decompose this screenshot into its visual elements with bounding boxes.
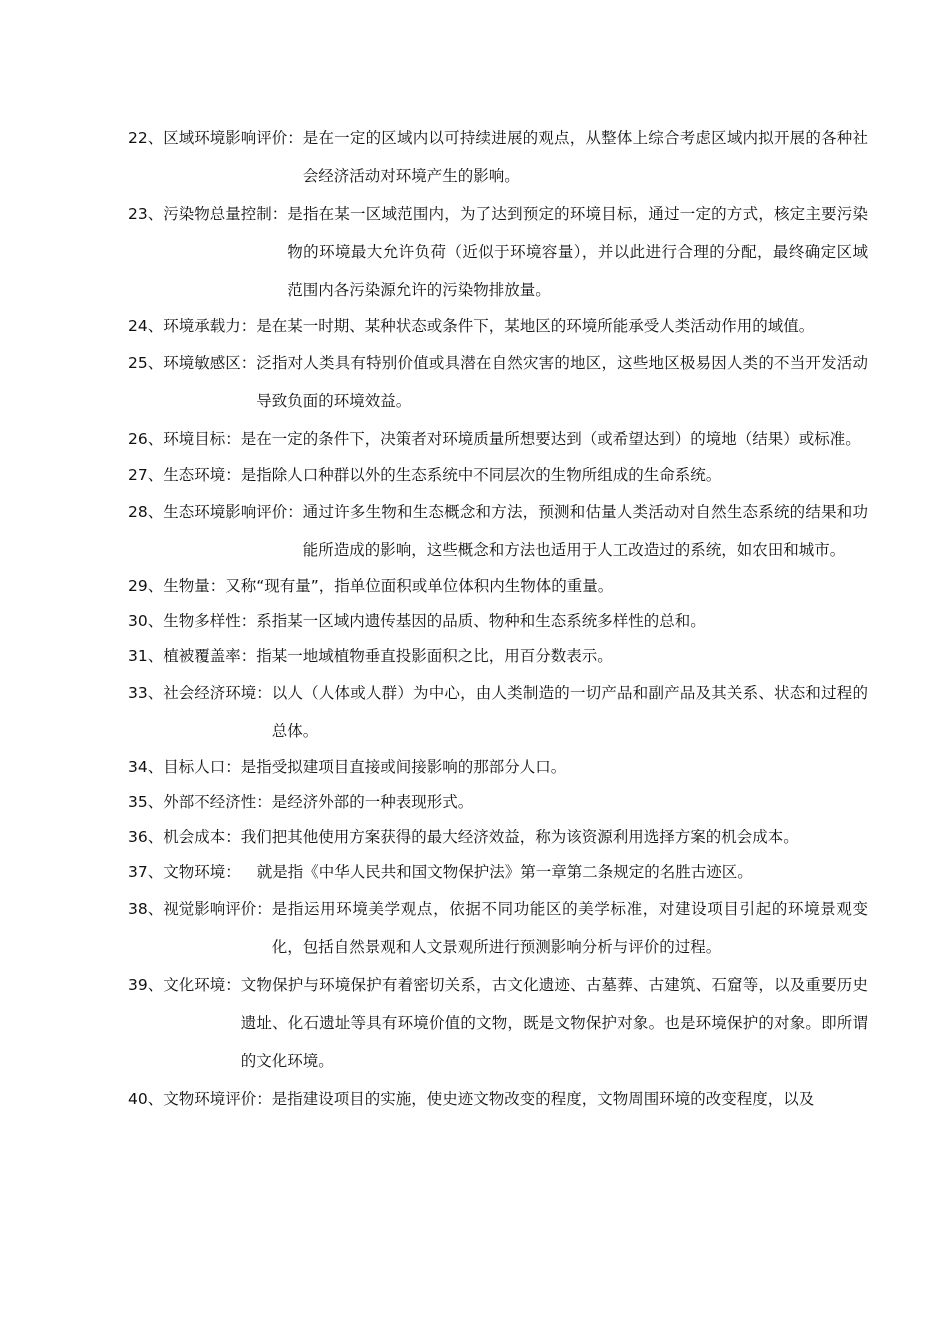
entry-number: 39、 (128, 976, 164, 994)
entry-term: 环境敏感区： (163, 354, 257, 372)
glossary-entry-34 (128, 750, 868, 785)
entry-definition: 是指受拟建项目直接或间接影响的那部分人口。 (240, 758, 567, 776)
entry-number: 33、 (128, 684, 164, 702)
glossary-entry-31 (128, 639, 868, 674)
glossary-entry-35 (128, 785, 868, 820)
entry-term: 生物量： (163, 577, 226, 595)
entry-term: 区域环境影响评价： (163, 129, 303, 147)
entry-definition: 是指建设项目的实施，使史迹文物改变的程度，文物周围环境的改变程度，以及 (271, 1090, 815, 1108)
entry-definition: 是在一定的区域内以可持续进展的观点，从整体上综合考虑区域内拟开展的各种社会经济活动对环境产生的影响。 (302, 129, 868, 185)
entry-definition: 泛指对人类具有特别价值或具潜在自然灾害的地区，这些地区极易因人类的不当开发活动导致负面的环境效益。 (256, 354, 868, 410)
glossary-entry-33 (128, 674, 868, 750)
entry-number: 37、 (128, 863, 164, 881)
entry-term: 社会经济环境： (163, 684, 272, 702)
glossary-entry-26 (128, 420, 868, 458)
entry-number: 24、 (128, 317, 164, 335)
entry-term: 视觉影响评价： (163, 900, 272, 918)
entry-term: 环境目标： (163, 430, 241, 448)
glossary-entry-30 (128, 604, 868, 639)
entry-number: 22、 (128, 129, 164, 147)
entry-term: 环境承载力： (163, 317, 257, 335)
glossary-entry-36 (128, 820, 868, 855)
entry-definition: 是指在某一区域范围内，为了达到预定的环境目标，通过一定的方式，核定主要污染物的环境最大允许负荷（近似于环境容量），并以此进行合理的分配，最终确定区域范围内各污染源允许的污染物排放量。 (287, 205, 868, 299)
entry-number: 27、 (128, 466, 164, 484)
entry-number: 40、 (128, 1090, 164, 1108)
entry-term: 生态环境： (163, 466, 241, 484)
glossary-entry-22 (128, 119, 868, 195)
entry-number: 30、 (128, 612, 164, 630)
glossary-entry-39 (128, 966, 868, 1080)
entry-number: 28、 (128, 503, 164, 521)
entry-number: 35、 (128, 793, 164, 811)
glossary-entry-29 (128, 569, 868, 604)
entry-definition: 文物保护与环境保护有着密切关系，古文化遗迹、古墓葬、古建筑、石窟等，以及重要历史遗址、化石遗址等具有环境价值的文物，既是文物保护对象。也是环境保护的对象。即所谓的文化环境。 (240, 976, 868, 1070)
entry-term: 污染物总量控制： (163, 205, 288, 223)
entry-number: 31、 (128, 647, 164, 665)
entry-definition: 系指某一区域内遗传基因的品质、物种和生态系统多样性的总和。 (256, 612, 706, 630)
entry-term: 文物环境评价： (163, 1090, 272, 1108)
entry-number: 29、 (128, 577, 164, 595)
entry-term: 目标人口： (163, 758, 241, 776)
entry-definition: 就是指《中华人民共和国文物保护法》第一章第二条规定的名胜古迹区。 (256, 863, 753, 881)
glossary-entry-24 (128, 309, 868, 344)
glossary-entry-28 (128, 493, 868, 569)
entry-term: 文物环境： (163, 863, 241, 881)
entry-definition: 是在某一时期、某种状态或条件下，某地区的环境所能承受人类活动作用的域值。 (256, 317, 815, 335)
glossary-entry-37 (128, 855, 868, 890)
entry-number: 38、 (128, 900, 164, 918)
glossary-entry-40 (128, 1080, 868, 1118)
entry-number: 26、 (128, 430, 164, 448)
entry-term: 外部不经济性： (163, 793, 272, 811)
entry-term: 生物多样性： (163, 612, 257, 630)
entry-definition: 是在一定的条件下，决策者对环境质量所想要达到（或希望达到）的境地（结果）或标准。 (240, 430, 861, 448)
entry-number: 34、 (128, 758, 164, 776)
entry-term: 机会成本： (163, 828, 241, 846)
entry-term: 文化环境： (163, 976, 241, 994)
entry-number: 36、 (128, 828, 164, 846)
entry-term: 生态环境影响评价： (163, 503, 303, 521)
entry-definition: 是经济外部的一种表现形式。 (271, 793, 474, 811)
entry-definition: 是指除人口种群以外的生态系统中不同层次的生物所组成的生命系统。 (240, 466, 722, 484)
entry-definition: 通过许多生物和生态概念和方法，预测和估量人类活动对自然生态系统的结果和功能所造成的影响，这些概念和方法也适用于人工改造过的系统，如农田和城市。 (302, 503, 868, 559)
entry-definition: 又称“现有量”，指单位面积或单位体积内生物体的重量。 (225, 577, 614, 595)
entry-definition: 是指运用环境美学观点，依据不同功能区的美学标准，对建设项目引起的环境景观变化，包括自然景观和人文景观所进行预测影响分析与评价的过程。 (271, 900, 868, 956)
entry-definition: 我们把其他使用方案获得的最大经济效益，称为该资源利用选择方案的机会成本。 (240, 828, 799, 846)
glossary-entry-38 (128, 890, 868, 966)
entry-number: 25、 (128, 354, 164, 372)
glossary-entry-23 (128, 195, 868, 309)
entry-definition: 指某一地域植物垂直投影面积之比，用百分数表示。 (256, 647, 613, 665)
entry-definition: 以人（人体或人群）为中心，由人类制造的一切产品和副产品及其关系、状态和过程的总体。 (271, 684, 868, 740)
glossary-list (128, 119, 868, 1118)
glossary-entry-27 (128, 458, 868, 493)
glossary-entry-25 (128, 344, 868, 420)
entry-number: 23、 (128, 205, 164, 223)
entry-term: 植被覆盖率： (163, 647, 257, 665)
